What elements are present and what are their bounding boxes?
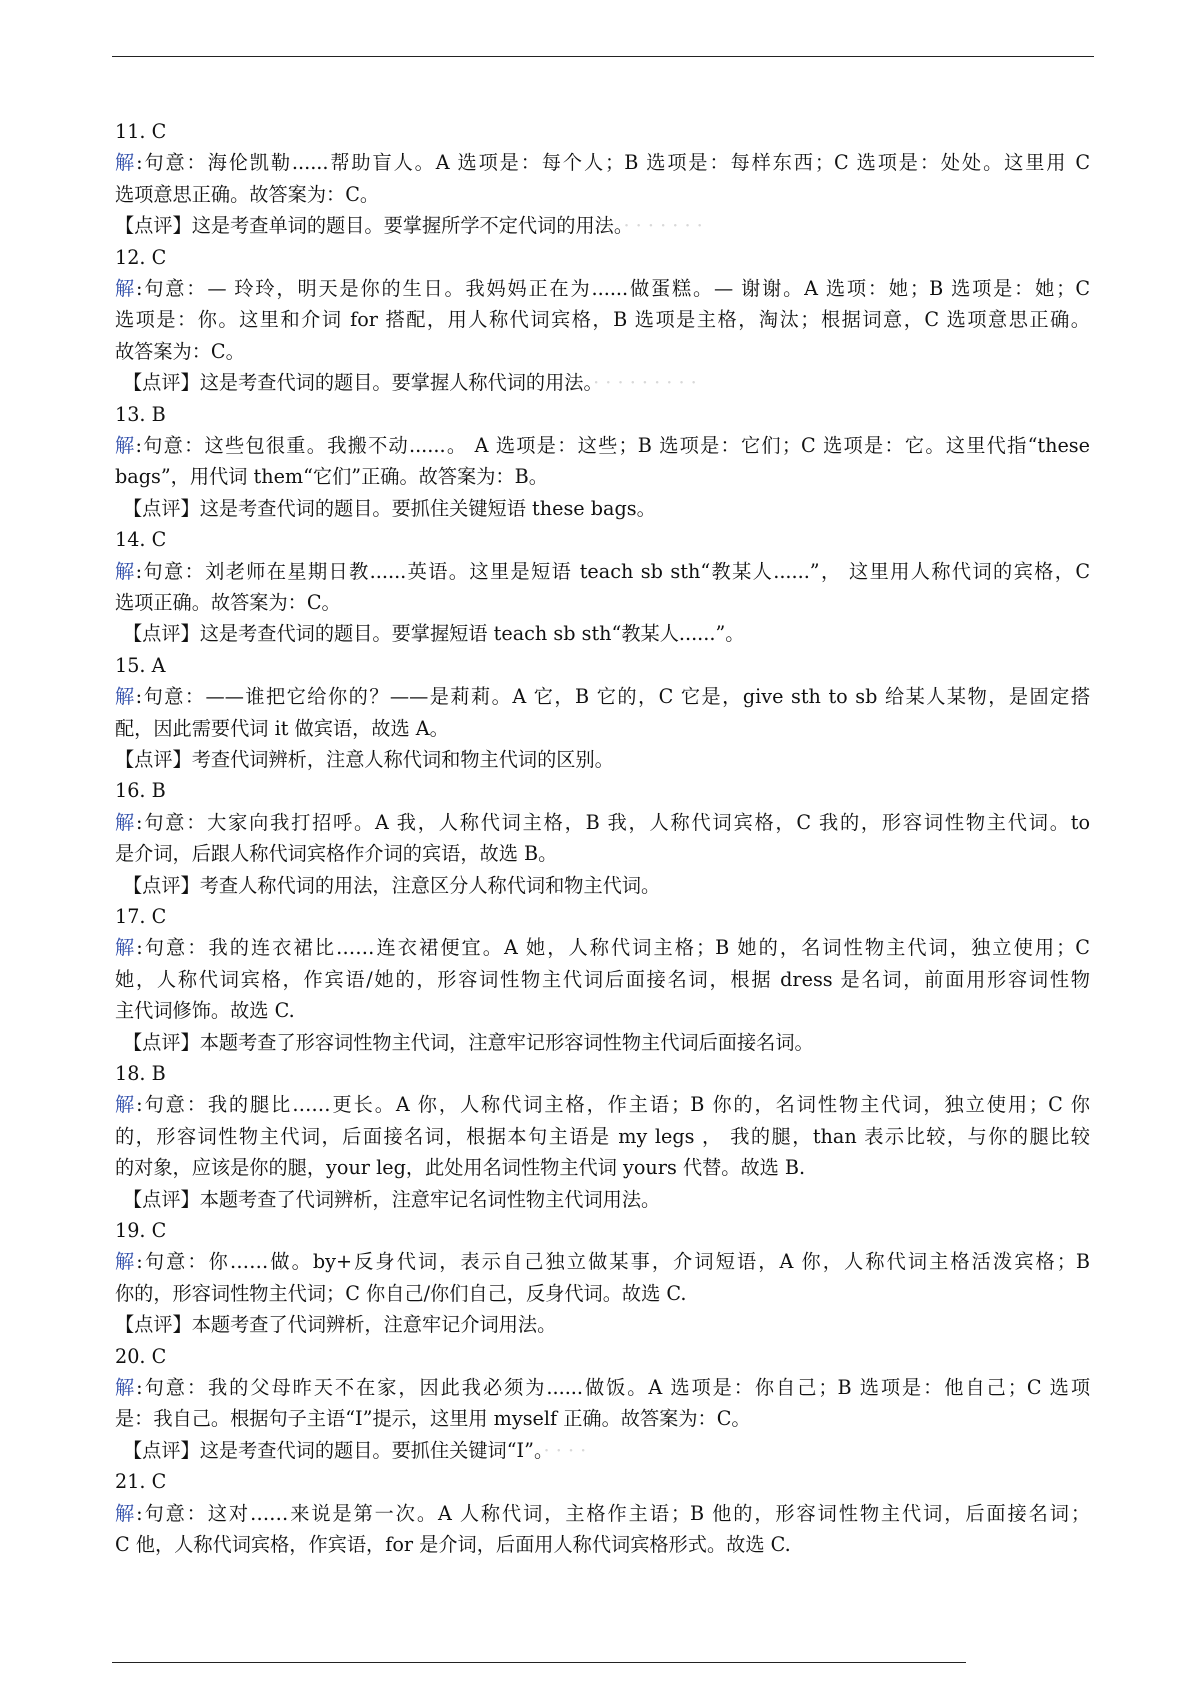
answer-item: [115, 242, 1090, 399]
explanation-line: [115, 964, 1090, 995]
jie-label: 解: [115, 810, 136, 834]
faint-watermark-dots: · · · ·: [543, 1438, 587, 1462]
explanation-text: 配，因此需要代词 it 做宾语，故选 A。: [115, 716, 449, 740]
review-line: [115, 870, 1090, 901]
jie-label: 解: [115, 277, 137, 301]
explanation-line: [115, 179, 1090, 210]
answer-number: 16. B: [115, 779, 166, 803]
review-text: 【点评】这是考查代词的题目。要掌握短语 teach sb sth“教某人......”。: [123, 622, 745, 646]
explanation-line: [115, 461, 1090, 492]
explanation-text: 故答案为：C。: [115, 339, 245, 363]
review-text: 【点评】考查人称代词的用法，注意区分人称代词和物主代词。: [123, 873, 661, 897]
explanation-text: :句意：刘老师在星期日教......英语。这里是短语 teach sb sth“教某人......”， 这里用人称代词的宾格，C: [135, 559, 1090, 583]
explanation-line: [115, 1246, 1090, 1277]
explanation-text: :句意：— 玲玲，明天是你的生日。我妈妈正在为......做蛋糕。— 谢谢。A 选项：她；B 选项是：她；C: [136, 277, 1090, 301]
explanation-text: 是介词，后跟人称代词宾格作介词的宾语，故选 B。: [115, 842, 558, 866]
explanation-line: [115, 273, 1090, 304]
review-line: [115, 1184, 1090, 1215]
explanation-line: [115, 1278, 1090, 1309]
answer-item: [115, 1215, 1090, 1341]
explanation-line: [115, 1372, 1090, 1403]
jie-label: 解: [115, 1501, 137, 1525]
answer-item: [115, 650, 1090, 776]
review-text: 【点评】这是考查代词的题目。要抓住关键词“I”。: [123, 1438, 544, 1462]
answer-item: [115, 1466, 1090, 1560]
explanation-line: [115, 1121, 1090, 1152]
explanation-text: :句意：我的腿比……更长。A 你，人称代词主格，作主语；B 你的，名词性物主代词，独立使用；C 你: [136, 1093, 1090, 1117]
explanation-line: [115, 1529, 1090, 1560]
answer-list: [115, 116, 1090, 1560]
explanation-text: 选项是：你。这里和介词 for 搭配，用人称代词宾格，B 选项是主格，淘汰；根据词意，C 选项意思正确。: [115, 308, 1090, 332]
explanation-line: [115, 713, 1090, 744]
explanation-line: [115, 1498, 1090, 1529]
jie-label: 解: [115, 936, 137, 960]
jie-label: 解: [115, 151, 137, 175]
explanation-text: 你的，形容词性物主代词；C 你自己/你们自己，反身代词。故选 C.: [115, 1281, 687, 1305]
explanation-text: :句意：我的父母昨天不在家，因此我必须为......做饭。A 选项是：你自己；B 选项是：他自己；C 选项: [136, 1376, 1090, 1400]
explanation-text: :句意：这对……来说是第一次。A 人称代词，主格作主语；B 他的，形容词性物主代词，后面接名词；: [136, 1501, 1090, 1525]
explanation-text: :句意：——谁把它给你的？——是莉莉。A 它，B 它的，C 它是，give sth to sb 给某人某物，是固定搭: [135, 685, 1090, 709]
explanation-line: [115, 838, 1090, 869]
jie-label: 解: [115, 685, 136, 709]
faint-watermark-dots: · · · · · · ·: [623, 214, 703, 238]
answer-number: 15. A: [115, 653, 166, 677]
explanation-text: 选项正确。故答案为：C。: [115, 591, 341, 615]
answer-item: [115, 399, 1090, 525]
explanation-text: :句意：我的连衣裙比……连衣裙便宜。A 她，人称代词主格；B 她的，名词性物主代词，独立使用；C: [136, 936, 1090, 960]
review-text: 【点评】本题考查了代词辨析，注意牢记介词用法。: [115, 1313, 557, 1337]
explanation-text: 是：我自己。根据句子主语“I”提示，这里用 myself 正确。故答案为：C。: [115, 1407, 751, 1431]
answer-number: 14. C: [115, 528, 167, 552]
jie-label: 解: [115, 1093, 137, 1117]
review-text: 【点评】本题考查了形容词性物主代词，注意牢记形容词性物主代词后面接名词。: [123, 1030, 814, 1054]
answer-number: 18. B: [115, 1062, 166, 1086]
review-line: [115, 367, 1090, 398]
explanation-text: 主代词修饰。故选 C.: [115, 999, 295, 1023]
review-line: [115, 210, 1090, 241]
explanation-text: :句意：这些包很重。我搬不动......。 A 选项是：这些；B 选项是：它们；C 选项是：它。这里代指“these: [135, 434, 1090, 458]
review-line: [115, 618, 1090, 649]
explanation-text: :句意：大家向我打招呼。A 我，人称代词主格，B 我，人称代词宾格，C 我的，形容词性物主代词。to: [135, 810, 1090, 834]
review-line: [115, 1435, 1090, 1466]
explanation-line: [115, 587, 1090, 618]
explanation-line: [115, 995, 1090, 1026]
review-text: 【点评】考查代词辨析，注意人称代词和物主代词的区别。: [115, 748, 614, 772]
review-text: 【点评】本题考查了代词辨析，注意牢记名词性物主代词用法。: [123, 1187, 661, 1211]
answer-item: [115, 1341, 1090, 1467]
answer-number: 11. C: [115, 120, 167, 143]
jie-label: 解: [115, 434, 136, 458]
explanation-line: [115, 430, 1090, 461]
explanation-text: C 他，人称代词宾格，作宾语，for 是介词，后面用人称代词宾格形式。故选 C.: [115, 1533, 791, 1557]
review-text: 【点评】这是考查代词的题目。要掌握人称代词的用法。: [123, 371, 594, 395]
explanation-text: bags”，用代词 them“它们”正确。故答案为：B。: [115, 465, 548, 489]
explanation-line: [115, 147, 1090, 178]
faint-watermark-dots: · · · · · · · · ·: [593, 371, 697, 395]
explanation-line: [115, 556, 1090, 587]
explanation-text: 的对象，应该是你的腿，your leg，此处用名词性物主代词 yours 代替。故选 B.: [115, 1156, 806, 1180]
explanation-text: 的，形容词性物主代词，后面接名词，根据本句主语是 my legs ， 我的腿，than 表示比较，与你的腿比较: [115, 1124, 1090, 1148]
answer-item: [115, 524, 1090, 650]
answer-number: 21. C: [115, 1470, 167, 1494]
explanation-line: [115, 807, 1090, 838]
jie-label: 解: [115, 1376, 137, 1400]
explanation-line: [115, 304, 1090, 335]
jie-label: 解: [115, 559, 136, 583]
explanation-text: :句意：你……做。by+反身代词，表示自己独立做某事，介词短语，A 你，人称代词主格活泼宾格；B: [136, 1250, 1090, 1274]
review-line: [115, 744, 1090, 775]
answer-item: [115, 116, 1090, 242]
explanation-line: [115, 1403, 1090, 1434]
footer-rule: [112, 1662, 966, 1663]
explanation-line: [115, 1152, 1090, 1183]
answer-number: 19. C: [115, 1219, 167, 1243]
header-rule: [112, 56, 1094, 57]
explanation-line: [115, 932, 1090, 963]
review-text: 【点评】这是考查代词的题目。要抓住关键短语 these bags。: [123, 496, 656, 520]
answer-number: 12. C: [115, 245, 167, 269]
explanation-line: [115, 336, 1090, 367]
explanation-line: [115, 1089, 1090, 1120]
review-text: 【点评】这是考查单词的题目。要掌握所学不定代词的用法。: [115, 214, 624, 238]
answer-item: [115, 775, 1090, 901]
explanation-text: 选项意思正确。故答案为：C。: [115, 182, 380, 206]
explanation-line: [115, 681, 1090, 712]
explanation-text: :句意：海伦凯勒......帮助盲人。A 选项是：每个人；B 选项是：每样东西；C 选项是：处处。这里用 C: [136, 151, 1090, 175]
answer-number: 17. C: [115, 905, 167, 929]
jie-label: 解: [115, 1250, 137, 1274]
explanation-text: 她，人称代词宾格，作宾语/她的，形容词性物主代词后面接名词，根据 dress 是名词，前面用形容词性物: [115, 967, 1090, 991]
review-line: [115, 493, 1090, 524]
answer-number: 13. B: [115, 402, 166, 426]
answer-item: [115, 901, 1090, 1058]
answer-number: 20. C: [115, 1344, 167, 1368]
answer-item: [115, 1058, 1090, 1215]
review-line: [115, 1309, 1090, 1340]
review-line: [115, 1027, 1090, 1058]
